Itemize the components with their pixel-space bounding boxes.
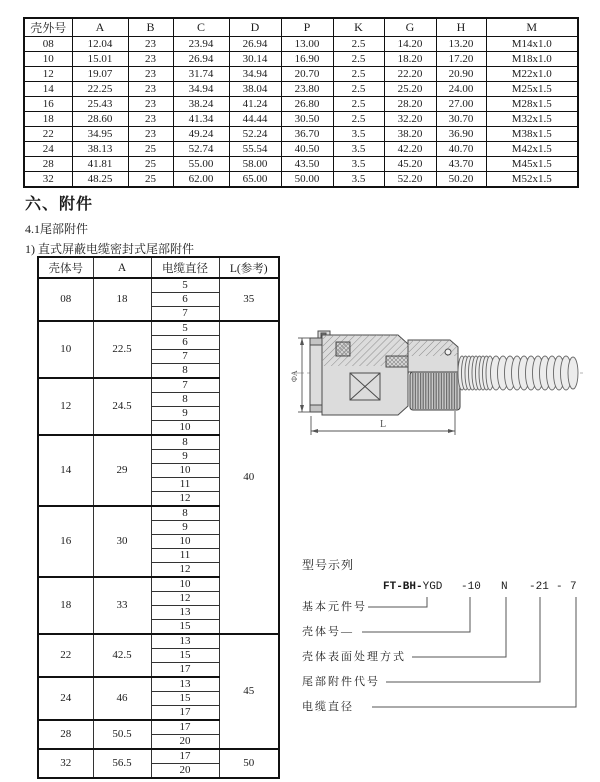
table-cell: 32: [24, 172, 72, 188]
shell-number-cell: 24: [38, 677, 93, 720]
table-cell: 52.20: [384, 172, 436, 188]
table-cell: 49.24: [173, 127, 229, 142]
table-cell: 23: [128, 67, 173, 82]
table-cell: 2.5: [333, 112, 384, 127]
table-row: [38, 634, 279, 649]
cable-diameter-cell: 15: [151, 620, 219, 635]
cable-diameter-cell: 15: [151, 649, 219, 663]
cable-diameter-cell: 20: [151, 764, 219, 779]
item-title: 1) 直式屏蔽电缆密封式尾部附件: [25, 242, 194, 256]
table-cell: 43.70: [436, 157, 486, 172]
table-cell: M52x1.5: [486, 172, 578, 188]
table-cell: M25x1.5: [486, 82, 578, 97]
table-cell: 15.01: [72, 52, 128, 67]
table-cell: M42x1.5: [486, 142, 578, 157]
table-cell: 14: [24, 82, 72, 97]
table-cell: 43.50: [281, 157, 333, 172]
cable-diameter-cell: 5: [151, 278, 219, 293]
table-cell: 34.95: [72, 127, 128, 142]
table-cell: 24: [24, 142, 72, 157]
cable-diameter-cell: 12: [151, 492, 219, 507]
cable-diameter-cell: 5: [151, 321, 219, 336]
connector-drawing: [290, 322, 588, 444]
table-cell: 40.50: [281, 142, 333, 157]
table-cell: 25.20: [384, 82, 436, 97]
table-cell: 2.5: [333, 37, 384, 52]
table-cell: 41.81: [72, 157, 128, 172]
dimension-a-cell: 22.5: [93, 321, 151, 378]
table-cell: 42.20: [384, 142, 436, 157]
cable-diameter-cell: 17: [151, 663, 219, 678]
table-cell: M14x1.0: [486, 37, 578, 52]
model-code-finish: N: [501, 581, 508, 593]
tail-accessory-table: [37, 256, 280, 779]
column-header: G: [384, 18, 436, 37]
table-cell: 12: [24, 67, 72, 82]
table-row: [38, 749, 279, 764]
table-cell: 08: [24, 37, 72, 52]
knurled-ring: [410, 372, 460, 410]
model-code-shell: -10: [461, 581, 481, 593]
shell-number-cell: 28: [38, 720, 93, 749]
table-cell: 50.20: [436, 172, 486, 188]
model-code-tail: -21: [529, 581, 549, 593]
table-cell: 20.70: [281, 67, 333, 82]
length-ref-cell: 50: [219, 749, 279, 778]
table-cell: 2.5: [333, 52, 384, 67]
shell-number-cell: 12: [38, 378, 93, 435]
table-cell: 23: [128, 97, 173, 112]
table-header-row: [38, 257, 279, 278]
shell-number-cell: 32: [38, 749, 93, 778]
callout-shell-number: 壳体号—: [302, 626, 354, 638]
table-row: [24, 97, 578, 112]
dimension-a-cell: 24.5: [93, 378, 151, 435]
table-row: [24, 157, 578, 172]
table-cell: 14.20: [384, 37, 436, 52]
table-cell: 25: [128, 142, 173, 157]
table-cell: 28.20: [384, 97, 436, 112]
cable-diameter-cell: 8: [151, 393, 219, 407]
table-row: [24, 37, 578, 52]
table-cell: 36.70: [281, 127, 333, 142]
outer-dimensions-table: [23, 17, 579, 188]
table-cell: 41.24: [229, 97, 281, 112]
table-row: [38, 278, 279, 293]
table-cell: 25.43: [72, 97, 128, 112]
dimension-a-cell: 29: [93, 435, 151, 506]
length-ref-cell: 40: [219, 321, 279, 634]
table-row: [24, 82, 578, 97]
column-header: H: [436, 18, 486, 37]
table-cell: 36.90: [436, 127, 486, 142]
column-header: 壳体号: [38, 257, 93, 278]
table-cell: 50.00: [281, 172, 333, 188]
table-cell: 13.20: [436, 37, 486, 52]
table-row: [24, 142, 578, 157]
table-cell: 23: [128, 37, 173, 52]
table-cell: 32.20: [384, 112, 436, 127]
table-cell: 45.20: [384, 157, 436, 172]
table-cell: 28: [24, 157, 72, 172]
column-header: A: [72, 18, 128, 37]
callout-surface-finish: 壳体表面处理方式: [302, 651, 406, 663]
cable-diameter-cell: 7: [151, 350, 219, 364]
dimension-a-cell: 50.5: [93, 720, 151, 749]
table-cell: 23.80: [281, 82, 333, 97]
cable-diameter-cell: 8: [151, 364, 219, 379]
shell-number-cell: 16: [38, 506, 93, 577]
cable-diameter-cell: 10: [151, 421, 219, 436]
table-cell: 38.04: [229, 82, 281, 97]
table-cell: 23: [128, 127, 173, 142]
column-header: M: [486, 18, 578, 37]
cable-diameter-cell: 8: [151, 435, 219, 450]
dim-phi-a-label: ΦA: [290, 370, 299, 382]
table-cell: 2.5: [333, 82, 384, 97]
column-header: 电缆直径: [151, 257, 219, 278]
cable-diameter-cell: 10: [151, 535, 219, 549]
cable-diameter-cell: 10: [151, 464, 219, 478]
column-header: A: [93, 257, 151, 278]
designation-title: 型号示列: [302, 558, 355, 572]
dim-l-label: L: [380, 419, 387, 430]
table-cell: 30.50: [281, 112, 333, 127]
table-cell: 58.00: [229, 157, 281, 172]
cable-diameter-cell: 9: [151, 521, 219, 535]
table-cell: 26.80: [281, 97, 333, 112]
table-cell: M18x1.0: [486, 52, 578, 67]
cable-diameter-cell: 9: [151, 450, 219, 464]
table-cell: M32x1.5: [486, 112, 578, 127]
table-cell: 27.00: [436, 97, 486, 112]
table-cell: 18.20: [384, 52, 436, 67]
table-cell: 41.34: [173, 112, 229, 127]
column-header: D: [229, 18, 281, 37]
table-cell: 22: [24, 127, 72, 142]
dimension-a-cell: 56.5: [93, 749, 151, 778]
dimension-a-cell: 46: [93, 677, 151, 720]
table-cell: M38x1.5: [486, 127, 578, 142]
cable-diameter-cell: 13: [151, 606, 219, 620]
table-cell: 12.04: [72, 37, 128, 52]
model-code-prefix: FT-BH-: [383, 581, 423, 593]
table-cell: 25: [128, 172, 173, 188]
table-cell: 19.07: [72, 67, 128, 82]
dimension-a-cell: 18: [93, 278, 151, 321]
table-cell: M22x1.0: [486, 67, 578, 82]
cable-diameter-cell: 6: [151, 293, 219, 307]
column-header: 壳外号: [24, 18, 72, 37]
cable-diameter-cell: 7: [151, 378, 219, 393]
model-code-diameter: 7: [570, 581, 577, 593]
table-cell: 10: [24, 52, 72, 67]
length-ref-cell: 35: [219, 278, 279, 321]
table-cell: 31.74: [173, 67, 229, 82]
cable-diameter-cell: 15: [151, 692, 219, 706]
cable-diameter-cell: 12: [151, 563, 219, 578]
cable-diameter-cell: 6: [151, 336, 219, 350]
cable-diameter-cell: 17: [151, 706, 219, 721]
table-row: [24, 67, 578, 82]
table-cell: 65.00: [229, 172, 281, 188]
shell-number-cell: 18: [38, 577, 93, 634]
cable-diameter-cell: 20: [151, 735, 219, 750]
cable-diameter-cell: 8: [151, 506, 219, 521]
table-row: [24, 127, 578, 142]
table-cell: 30.70: [436, 112, 486, 127]
table-cell: 23: [128, 82, 173, 97]
callout-base-component: 基本元件号: [302, 601, 367, 613]
column-header: B: [128, 18, 173, 37]
table-cell: 16.90: [281, 52, 333, 67]
table-cell: 16: [24, 97, 72, 112]
table-cell: 34.94: [173, 82, 229, 97]
cable-diameter-cell: 17: [151, 720, 219, 735]
table-cell: 23.94: [173, 37, 229, 52]
model-code-dash: -: [556, 581, 563, 593]
length-ref-cell: 45: [219, 634, 279, 749]
table-cell: 34.94: [229, 67, 281, 82]
table-cell: 13.00: [281, 37, 333, 52]
table-cell: 38.20: [384, 127, 436, 142]
table-row: [24, 112, 578, 127]
cable-diameter-cell: 9: [151, 407, 219, 421]
table-cell: 22.25: [72, 82, 128, 97]
table-cell: 3.5: [333, 127, 384, 142]
column-header: L(参考): [219, 257, 279, 278]
cable-diameter-cell: 10: [151, 577, 219, 592]
table-cell: 55.54: [229, 142, 281, 157]
table-header-row: [24, 18, 578, 37]
cable-diameter-cell: 13: [151, 677, 219, 692]
callout-tail-code: 尾部附件代号: [302, 676, 380, 688]
table-cell: 3.5: [333, 142, 384, 157]
shell-number-cell: 22: [38, 634, 93, 677]
column-header: C: [173, 18, 229, 37]
table-cell: 20.90: [436, 67, 486, 82]
cable-diameter-cell: 11: [151, 549, 219, 563]
shell-number-cell: 10: [38, 321, 93, 378]
table-cell: 38.24: [173, 97, 229, 112]
dim-phi-a: [290, 338, 310, 412]
table-cell: 25: [128, 157, 173, 172]
table-cell: 23: [128, 52, 173, 67]
designation-leader-lines: [295, 552, 585, 717]
table-cell: 44.44: [229, 112, 281, 127]
cable-diameter-cell: 12: [151, 592, 219, 606]
cable-diameter-cell: 17: [151, 749, 219, 764]
table-cell: 52.74: [173, 142, 229, 157]
table-cell: 2.5: [333, 97, 384, 112]
table-cell: 22.20: [384, 67, 436, 82]
table-cell: 48.25: [72, 172, 128, 188]
dimension-a-cell: 42.5: [93, 634, 151, 677]
table-cell: 23: [128, 112, 173, 127]
cable-diameter-cell: 13: [151, 634, 219, 649]
table-cell: 55.00: [173, 157, 229, 172]
section-title: 六、附件: [25, 196, 94, 213]
cable-diameter-cell: 11: [151, 478, 219, 492]
table-cell: 18: [24, 112, 72, 127]
shell-number-cell: 14: [38, 435, 93, 506]
table-cell: 28.60: [72, 112, 128, 127]
table-cell: M28x1.5: [486, 97, 578, 112]
table-row: [24, 172, 578, 188]
table-cell: 26.94: [229, 37, 281, 52]
table-cell: 52.24: [229, 127, 281, 142]
table-cell: 30.14: [229, 52, 281, 67]
model-code-base: FT-BH-YGD: [383, 581, 443, 593]
shell-number-cell: 08: [38, 278, 93, 321]
table-cell: 24.00: [436, 82, 486, 97]
table-cell: 38.13: [72, 142, 128, 157]
table-cell: 62.00: [173, 172, 229, 188]
column-header: P: [281, 18, 333, 37]
subsection-title: 4.1尾部附件: [25, 222, 89, 236]
spring-conduit: [458, 356, 578, 390]
table-cell: 3.5: [333, 157, 384, 172]
table-row: [38, 321, 279, 336]
table-row: [24, 52, 578, 67]
column-header: K: [333, 18, 384, 37]
table-cell: 2.5: [333, 67, 384, 82]
table-cell: 40.70: [436, 142, 486, 157]
dimension-a-cell: 33: [93, 577, 151, 634]
callout-cable-diameter: 电缆直径: [302, 701, 354, 713]
table-cell: 26.94: [173, 52, 229, 67]
dimension-a-cell: 30: [93, 506, 151, 577]
table-cell: 17.20: [436, 52, 486, 67]
cable-diameter-cell: 7: [151, 307, 219, 322]
table-cell: M45x1.5: [486, 157, 578, 172]
table-cell: 3.5: [333, 172, 384, 188]
